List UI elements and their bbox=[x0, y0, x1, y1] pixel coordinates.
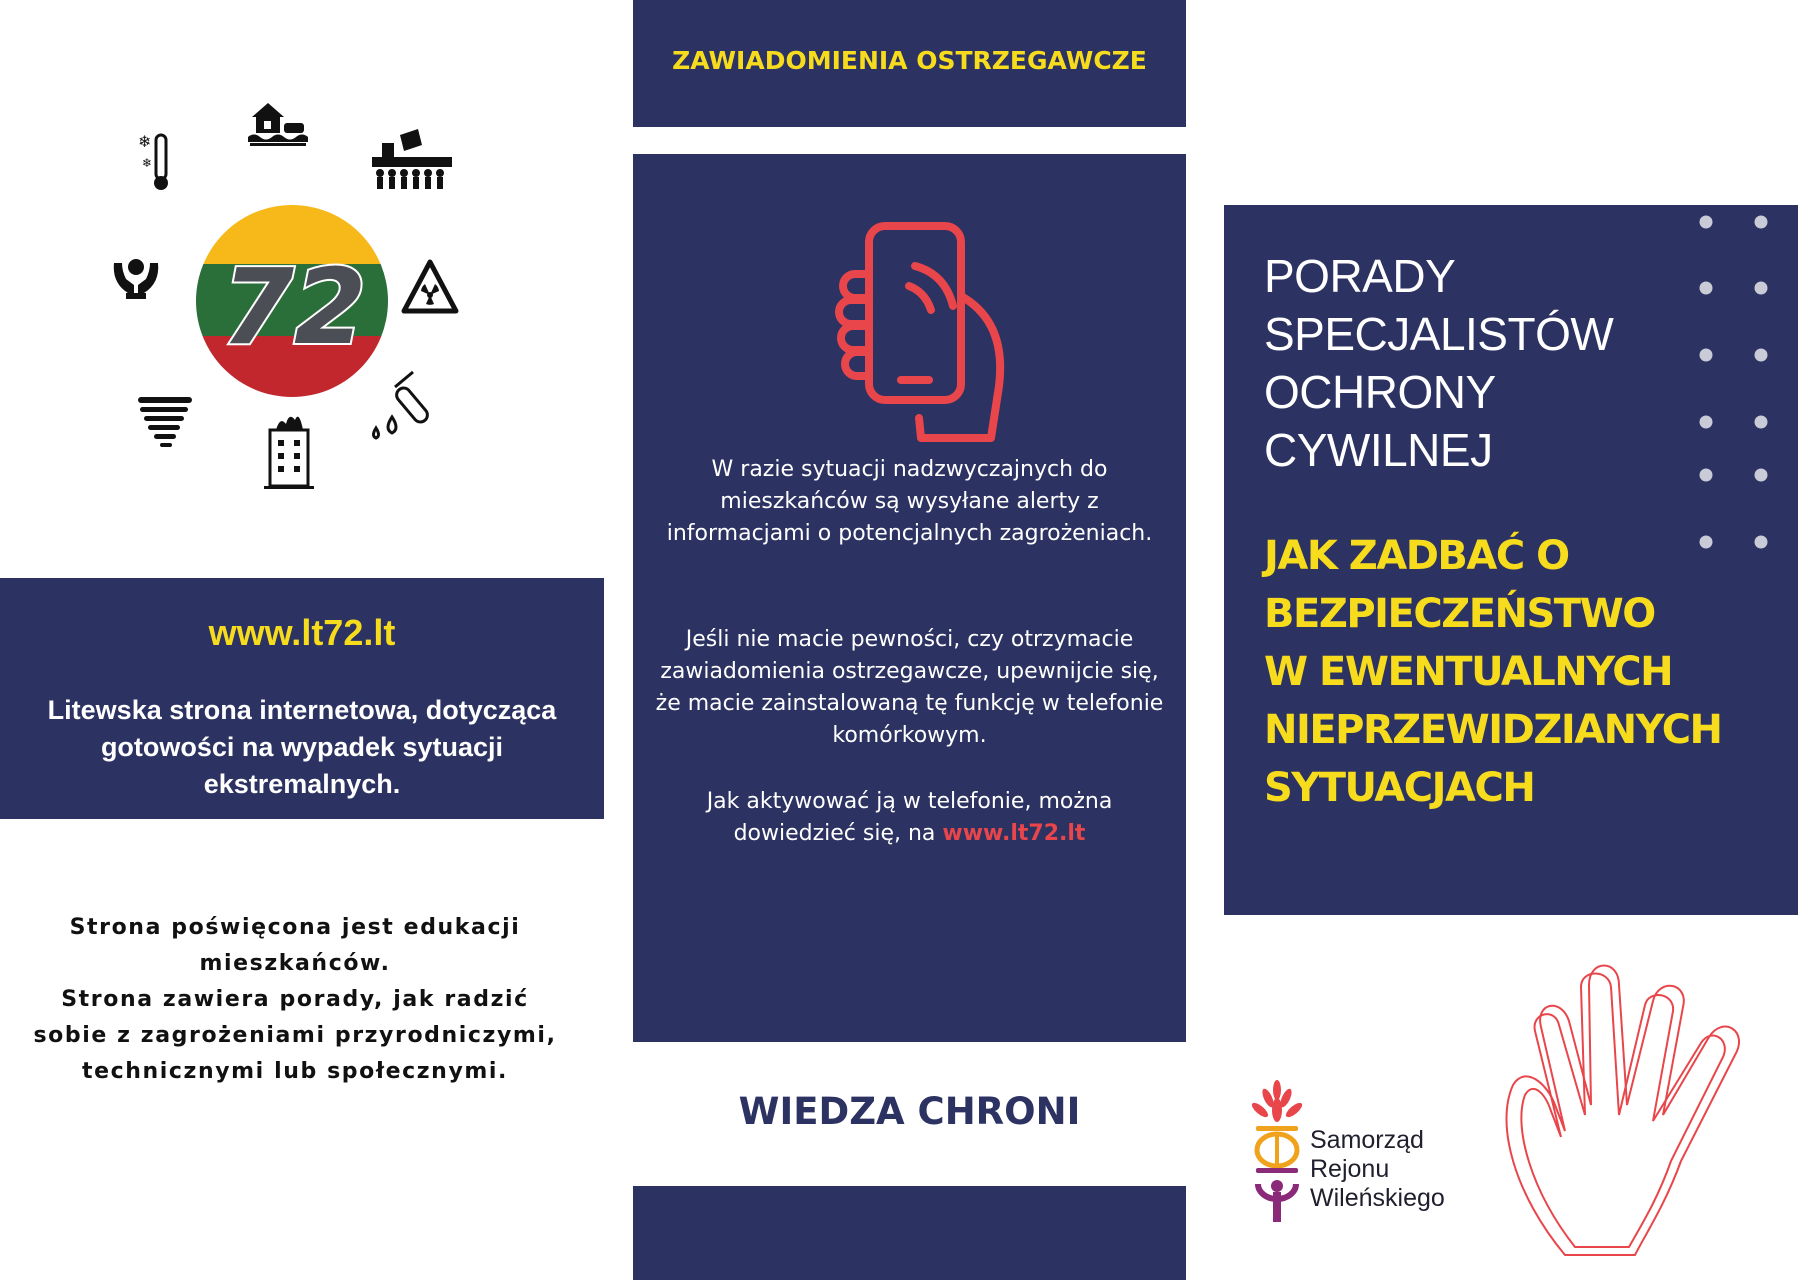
thermometer-frost-icon bbox=[138, 132, 168, 190]
note-line: sobie z zagrożeniami przyrodniczymi, bbox=[33, 1023, 557, 1048]
tornado-icon bbox=[138, 397, 192, 447]
slogan: WIEDZA CHRONI bbox=[738, 1090, 1081, 1133]
warnings-header bbox=[633, 0, 1186, 127]
raised-hand-outline-icon bbox=[1495, 955, 1795, 1275]
alert-check-paragraph: Jeśli nie macie pewności, czy otrzymacie zawiadomienia ostrzegawcze, upewnijcie się, że macie zainstalowaną tę funkcję w telefonie komórkowym. bbox=[655, 627, 1164, 748]
municipality-crest-icon bbox=[1248, 1080, 1306, 1230]
phone-alert-icon bbox=[831, 218, 1011, 468]
website-info-box bbox=[0, 578, 604, 819]
note-line: mieszkańców. bbox=[199, 951, 391, 976]
svg-text:❄: ❄ bbox=[138, 132, 152, 151]
warnings-title: ZAWIADOMIENIA OSTRZEGAWCZE bbox=[672, 46, 1147, 75]
advice-line: SPECJALISTÓW bbox=[1264, 308, 1614, 360]
cover-headline bbox=[1264, 527, 1794, 817]
alert-activation-paragraph bbox=[653, 786, 1166, 850]
note-line: Strona zawiera porady, jak radzić bbox=[61, 987, 529, 1012]
advice-line: PORADY bbox=[1264, 250, 1456, 302]
headline-line: W EWENTUALNYCH bbox=[1264, 649, 1673, 695]
lt72-emblem-graphic bbox=[100, 95, 500, 505]
note-line: Strona poświęcona jest edukacji bbox=[69, 915, 521, 940]
activation-link[interactable]: www.lt72.lt bbox=[942, 821, 1086, 846]
flood-house-icon bbox=[248, 103, 308, 146]
logo-line: Rejonu bbox=[1310, 1155, 1390, 1183]
middle-footer-bar bbox=[633, 1186, 1186, 1280]
note-line: technicznymi lub społecznymi. bbox=[81, 1059, 509, 1084]
radiation-warning-icon bbox=[404, 262, 456, 311]
headline-line: SYTUACJACH bbox=[1264, 765, 1535, 811]
website-description: Litewska strona internetowa, dotycząca gotowości na wypadek sytuacji ekstremalnych. bbox=[47, 695, 557, 799]
activation-text: Jak aktywować ją w telefonie, można dowiedzieć się, na bbox=[706, 789, 1113, 846]
burning-building-icon bbox=[264, 417, 314, 489]
headline-line: JAK ZADBAĆ O bbox=[1264, 533, 1569, 579]
logo-line: Wileńskiego bbox=[1310, 1184, 1445, 1212]
warnings-panel bbox=[633, 154, 1186, 1042]
website-url[interactable]: www.lt72.lt bbox=[208, 612, 396, 653]
helping-hands-icon bbox=[114, 259, 158, 299]
lt72-emblem bbox=[100, 95, 500, 505]
svg-text:❄: ❄ bbox=[142, 156, 153, 170]
website-note bbox=[15, 910, 575, 1090]
municipality-name bbox=[1310, 1126, 1445, 1213]
cover-panel bbox=[1224, 205, 1798, 915]
logo-line: Samorząd bbox=[1310, 1126, 1424, 1154]
chemical-test-tube-icon bbox=[374, 372, 431, 438]
advice-line: CYWILNEJ bbox=[1264, 424, 1493, 476]
dot-grid-decoration bbox=[1684, 205, 1798, 565]
emblem-number: 72 bbox=[221, 246, 367, 368]
advice-line: OCHRONY bbox=[1264, 366, 1496, 418]
headline-line: NIEPRZEWIDZIANYCH bbox=[1264, 707, 1722, 753]
advice-subtitle bbox=[1264, 247, 1624, 479]
protest-crowd-icon bbox=[372, 129, 452, 189]
municipality-logo bbox=[1248, 1080, 1508, 1230]
alert-info-paragraph: W razie sytuacji nadzwyczajnych do mieszkańców są wysyłane alerty z informacjami o potencjalnych zagrożeniach. bbox=[666, 457, 1153, 546]
headline-line: BEZPIECZEŃSTWO bbox=[1264, 591, 1655, 637]
